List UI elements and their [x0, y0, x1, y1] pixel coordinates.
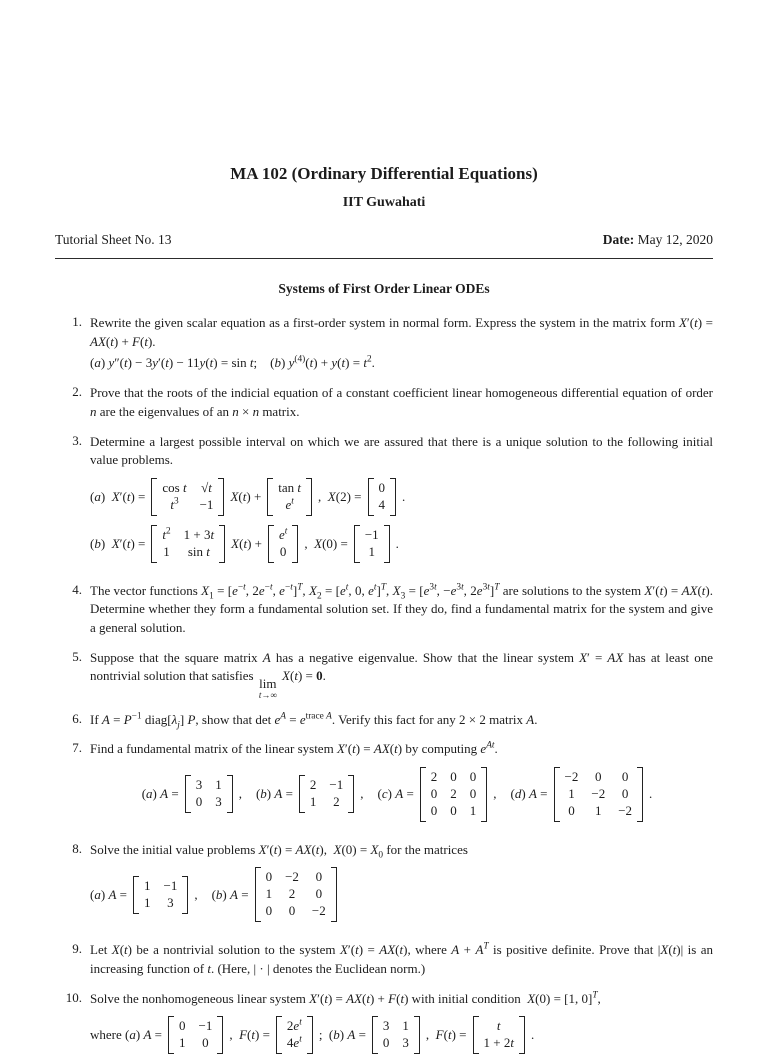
matrix-cell: 0 [195, 794, 203, 810]
matrix-option-c [378, 766, 497, 823]
matrix-a [133, 876, 188, 914]
horizontal-rule [55, 258, 713, 259]
matrix-cell: sin t [187, 543, 210, 559]
matrix-cell: 0 [265, 869, 273, 885]
problem-number: 6. [72, 710, 82, 726]
matrix-cell: 0 [450, 802, 457, 818]
problem-5 [55, 649, 713, 700]
problem-10-matrix-line [90, 1015, 713, 1055]
initial-vector [368, 478, 397, 516]
limit-expression [259, 677, 277, 700]
matrix-cell: −2 [285, 869, 299, 885]
problem-text: The vector functions $X_1 = [e^{-t}$, $2e^{-t}$, $e^{-t}]^T$, $X_2 = [e^t$, 0, $e^t]^T$, $X_3 = [e^{3t}$, $-e^{3t}$, $2e^{3t}]^T$ are solutions to the system X′(t) = AX(t). Determine whether they form a fundamental solution set. If they do, find a fundamental matrix for the system and give a general solution. [90, 582, 714, 636]
matrix-cell: −2 [564, 769, 579, 785]
problem-text: Determine a largest possible interval on which we are assured that there is a unique solution to the following initial value problems. [90, 433, 713, 468]
equation-mid: X(t) + [231, 535, 262, 551]
matrix-cell: 1 + 2t [483, 1035, 514, 1051]
matrix-cell: 0 [382, 1035, 390, 1051]
coefficient-matrix [151, 478, 224, 516]
matrix-cell: 0 [288, 903, 296, 919]
separator: , [360, 786, 364, 802]
forcing-vector [267, 478, 312, 516]
forcing-label: , F(t) = [425, 1027, 467, 1043]
matrix-cell: 0 [430, 802, 438, 818]
date-value: May 12, 2020 [637, 232, 713, 247]
matrix-cell: 1 [469, 802, 477, 818]
separator: . [649, 786, 653, 802]
matrix-label: (d) A = [510, 786, 548, 802]
matrix-b [372, 1016, 420, 1054]
institute-name: IIT Guwahati [342, 195, 426, 210]
forcing-label: , F(t) = [229, 1027, 270, 1043]
course-title: MA 102 (Ordinary Differential Equations) [230, 164, 538, 183]
matrix-cell: 1 [368, 543, 375, 559]
right-bracket [519, 1016, 525, 1054]
matrix-label: (c) A = [377, 786, 414, 802]
right-bracket [331, 867, 337, 922]
problem-number: 9. [72, 941, 82, 957]
right-bracket [182, 876, 188, 914]
problem-text: Rewrite the given scalar equation as a first-order system in normal form. Express the system in the matrix form X′(t) = AX(t) + F(t). [90, 315, 713, 349]
matrix-option-a [90, 875, 198, 915]
problem-body [90, 990, 713, 1062]
matrix-cell: 0 [469, 785, 477, 801]
right-bracket [390, 478, 396, 516]
right-bracket [227, 775, 233, 813]
right-bracket [292, 525, 298, 563]
problem-text: Solve the initial value problems X′(t) = AX(t), $X(0) = X_0$ for the matrices [90, 841, 468, 861]
right-bracket [306, 478, 312, 516]
matrix-cell: 0 [202, 1035, 209, 1051]
problem-text: Find a fundamental matrix of the linear system X′(t) = AX(t) by computing $e^{At}$. [90, 741, 498, 757]
problem-number: 7. [72, 740, 82, 756]
matrix-label: (a) A = [90, 886, 127, 902]
matrix-cell: 1 [163, 543, 170, 559]
problem-text-before-limit: Suppose that the square matrix A has a negative eigenvalue. Show that the linear system X′ = AX has at least one nontrivial solution that satisfies [90, 649, 713, 684]
equation-end: . [530, 1027, 535, 1043]
matrix-cell: 0 [430, 785, 438, 801]
matrix-cell: −2 [618, 802, 633, 818]
equation-mid: X(t) + [230, 488, 262, 504]
matrix-a [168, 1016, 223, 1054]
forcing-vector-b [473, 1016, 525, 1054]
problem-6 [55, 711, 713, 730]
matrix-cell: 0 [265, 903, 273, 919]
matrix-cell: 0 [469, 769, 477, 785]
equation-end: . [402, 488, 406, 504]
equation-mid: , X(2) = [318, 488, 362, 504]
matrix-c [420, 767, 488, 822]
matrix-label: (a) A = [141, 786, 179, 802]
matrix-cell: 1 [595, 802, 602, 818]
matrix-cell: 2 [430, 769, 438, 785]
problem-text: Prove that the roots of the indicial equation of a constant coefficient linear homogeneous differential equation of order n are the eigenvalues of an n × n matrix. [90, 385, 713, 419]
matrix-option-b [256, 774, 364, 814]
problem-parts: (a) y″(t) − 3y′(t) − 11y(t) = sin t; (b) $y^{(4)}(t) + y(t) = t^2$. [90, 355, 375, 371]
right-bracket [307, 1016, 313, 1054]
matrix-cell: 0 [178, 1018, 186, 1034]
problem-text [90, 649, 713, 700]
equation-lead: (a) X′(t) = [90, 488, 146, 504]
matrix-cell: −2 [591, 785, 606, 801]
matrix-cell: 1 + 3t [183, 526, 215, 542]
matrix-cell: tan t [278, 480, 302, 496]
problem-8 [55, 841, 713, 930]
separator: , [194, 886, 198, 902]
matrix-cell: 2 [333, 794, 340, 810]
problem-body [90, 941, 713, 978]
equation-end: . [395, 535, 399, 551]
matrix-cell: 3 [402, 1035, 409, 1051]
matrix-cell: 0 [315, 869, 323, 885]
problem-text: Solve the nonhomogeneous linear system X′(t) = AX(t) + F(t) with initial condition X(0) = [1, 0]$^T$, [90, 990, 601, 1006]
matrix-cell: 1 [143, 894, 151, 910]
matrix-option-a [142, 774, 242, 814]
date [603, 232, 713, 248]
problem-number: 3. [72, 432, 82, 448]
matrix-cell: −1 [199, 496, 214, 512]
equation-lead: (b) X′(t) = [90, 535, 146, 551]
matrix-cell: 1 [568, 785, 575, 801]
problem-number: 1. [72, 314, 82, 329]
matrix-label: (b) A = [255, 786, 293, 802]
matrix-cell: √t [201, 480, 212, 496]
matrix-cell: $e^t$ [285, 496, 294, 512]
matrix-cell: 1 [309, 794, 317, 810]
matrix-cell: 0 [450, 769, 457, 785]
where-lead: where (a) A = [90, 1027, 162, 1043]
problem-number: 2. [72, 384, 82, 400]
limit-subscript: t→∞ [258, 689, 277, 700]
matrix-cell: 3 [382, 1018, 390, 1034]
section-title: Systems of First Order Linear ODEs [278, 281, 490, 296]
separator: , [238, 786, 242, 802]
matrix-option-b [212, 866, 343, 923]
matrix-cell: −1 [364, 526, 379, 542]
matrix-d [554, 767, 644, 822]
matrix-cell: $e^t$ [278, 526, 288, 542]
problem-text: If $A = P^{-1}$ $diag[\lambda_j]$ P, show that $\det e^A = e^{trace A}$. Verify this fact for any 2 × 2 matrix A. [90, 711, 538, 731]
matrix-b [255, 867, 337, 922]
matrix-cell: $2e^t$ [286, 1017, 302, 1034]
matrix-cell: 2 [450, 785, 457, 801]
matrix-cell: −1 [329, 777, 344, 793]
right-bracket [219, 525, 225, 563]
limit-operator: lim [259, 675, 277, 691]
problem-9 [55, 941, 713, 978]
matrix-cell: 3 [215, 794, 222, 810]
problem-3a-equation [90, 477, 713, 517]
equation-mid: , X(0) = [304, 535, 348, 551]
problem-number: 8. [72, 840, 82, 856]
matrix-cell: 3 [195, 777, 203, 793]
right-bracket [218, 478, 224, 516]
coefficient-matrix [151, 525, 225, 563]
right-bracket [414, 1016, 420, 1054]
problem-list [55, 314, 713, 1062]
problem-number: 5. [72, 648, 82, 664]
matrix-cell: −2 [311, 903, 326, 919]
matrix-cell: 0 [279, 543, 287, 559]
problem-body [90, 433, 713, 571]
matrix-a [185, 775, 233, 813]
meta-row [55, 232, 713, 248]
matrix-cell: 3 [167, 894, 174, 910]
problem-body [90, 841, 713, 930]
matrix-cell: cos t [162, 480, 187, 496]
matrix-cell: 0 [315, 886, 323, 902]
problem-1 [55, 314, 713, 373]
matrix-cell: 0 [595, 769, 602, 785]
matrix-cell: t [496, 1018, 501, 1034]
date-label: Date: [602, 232, 635, 247]
initial-vector [354, 525, 390, 563]
matrix-cell: $t^2$ [162, 526, 171, 542]
problem-7 [55, 740, 713, 829]
matrix-cell: 0 [568, 802, 575, 818]
forcing-vector [268, 525, 298, 563]
matrix-option-d [511, 766, 653, 823]
right-bracket [481, 767, 487, 822]
matrix-cell: 2 [309, 777, 317, 793]
matrix-cell: 4 [378, 496, 385, 512]
problem-body [90, 649, 713, 700]
problem-2 [55, 384, 713, 421]
matrix-cell: 0 [621, 785, 629, 801]
problem-4 [55, 582, 713, 638]
problem-7-matrix-line [90, 766, 713, 823]
problem-body [90, 740, 713, 829]
matrix-b [299, 775, 354, 813]
matrix-cell: 0 [621, 769, 629, 785]
separator: , [493, 786, 497, 802]
problem-10 [55, 990, 713, 1062]
problem-body [90, 582, 713, 638]
matrix-cell: 1 [402, 1018, 409, 1034]
forcing-vector-a [276, 1016, 313, 1054]
matrix-cell: 1 [215, 777, 222, 793]
matrix-cell: 0 [378, 480, 385, 496]
problem-number: 4. [72, 581, 82, 597]
problem-body [90, 314, 713, 373]
matrix-label: (b) A = [211, 886, 249, 902]
matrix-cell: 1 [143, 877, 151, 893]
matrix-cell: −1 [163, 877, 178, 893]
right-bracket [348, 775, 354, 813]
matrix-cell: 1 [265, 886, 273, 902]
separator: ; (b) A = [318, 1027, 366, 1043]
problem-body [90, 384, 713, 421]
sheet-number: Tutorial Sheet No. 13 [55, 232, 172, 247]
problem-body [90, 711, 713, 730]
problem-3 [55, 433, 713, 571]
matrix-cell: 1 [178, 1035, 186, 1051]
matrix-cell: 2 [288, 886, 296, 902]
matrix-cell: −1 [198, 1018, 213, 1034]
right-bracket [384, 525, 390, 563]
problem-3b-equation [90, 524, 713, 564]
problem-number: 10. [65, 989, 82, 1005]
problem-text-after-limit: X(t) = 0. [282, 668, 326, 684]
right-bracket [637, 767, 643, 822]
matrix-cell: $4e^t$ [286, 1034, 302, 1051]
matrix-cell: $t^3$ [170, 496, 179, 512]
right-bracket [217, 1016, 223, 1054]
problem-8-matrix-line [90, 866, 713, 923]
problem-text: Let X(t) be a nontrivial solution to the system X′(t) = AX(t), where $A + A^T$ is positive definite. Prove that |X(t)| is an increasing function of t. (Here, | · | denotes the Euclidean norm.) [90, 941, 713, 976]
